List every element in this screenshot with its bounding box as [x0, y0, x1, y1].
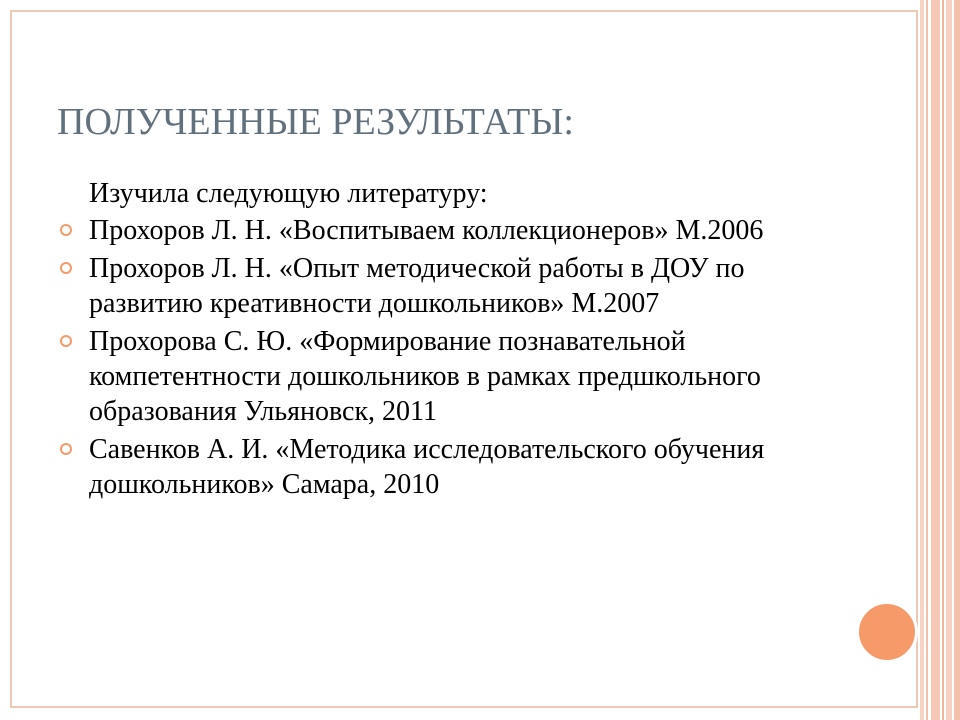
- stripe: [926, 0, 928, 720]
- bullet-icon: [60, 335, 72, 347]
- bullet-icon: [60, 262, 72, 274]
- list-item-text: Прохоров Л. Н. «Воспитываем коллекционеров» М.2006: [89, 215, 764, 246]
- bullet-icon: [60, 224, 72, 236]
- stripe: [942, 0, 944, 720]
- stripe: [920, 0, 924, 720]
- list-item: [60, 213, 850, 248]
- decorative-stripes: [920, 0, 960, 720]
- list-item-text: Прохоров Л. Н. «Опыт методической работы в ДОУ по развитию креативности дошкольников» М.2007: [89, 253, 745, 319]
- list-item-text: Савенков А. И. «Методика исследовательского обучения дошкольников» Самара, 2010: [89, 434, 765, 500]
- slide-content: [60, 176, 850, 505]
- slide-title: ПОЛУЧЕННЫЕ РЕЗУЛЬТАТЫ:: [57, 101, 574, 143]
- literature-list: [60, 213, 850, 502]
- list-item-text: Прохорова С. Ю. «Формирование познавательной компетентности дошкольников в рамках предшкольного образования Ульяновск, 2011: [89, 326, 761, 427]
- list-item: [60, 324, 850, 429]
- list-item: [60, 251, 850, 321]
- intro-text: Изучила следующую литературу:: [89, 178, 488, 209]
- decorative-circle: [856, 601, 918, 663]
- stripe: [954, 0, 960, 720]
- bullet-icon: [60, 443, 72, 455]
- list-item: [60, 432, 850, 502]
- stripe: [946, 0, 952, 720]
- stripe: [931, 0, 940, 720]
